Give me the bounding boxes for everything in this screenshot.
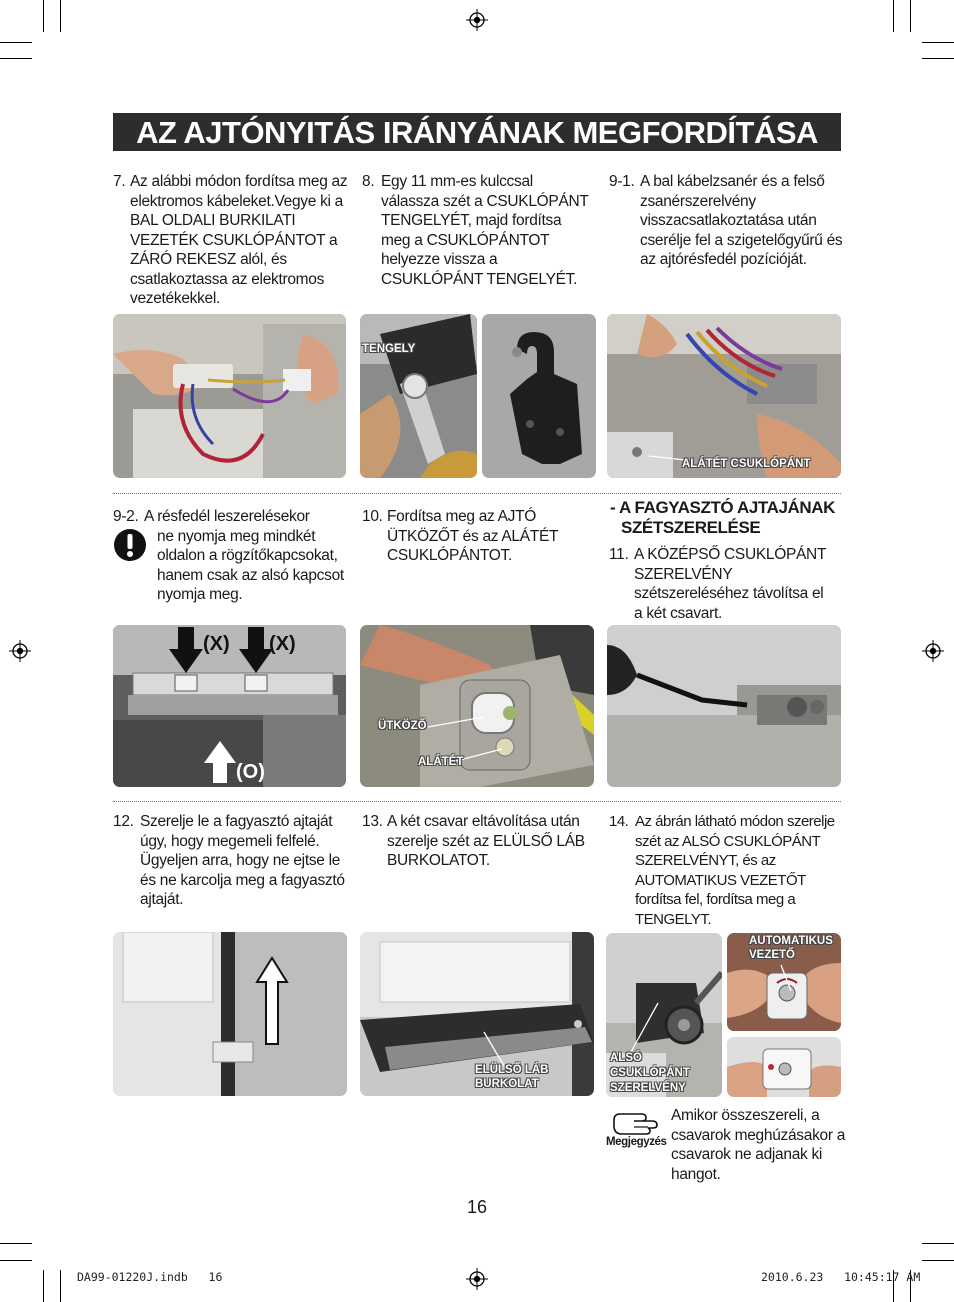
crop-mark xyxy=(910,0,911,32)
label-also-1: ALSÓ xyxy=(610,1052,642,1064)
step-number: 9-1. xyxy=(609,173,635,190)
freezer-heading xyxy=(610,498,846,538)
label-utkozo: ÜTKÖZŐ xyxy=(378,720,427,732)
photo-lower-hinge xyxy=(606,933,722,1097)
label-tengely: TENGELY xyxy=(362,343,416,355)
photo-middle-hinge xyxy=(607,625,841,787)
step-text: Szerelje le a fagyasztó ajtaját úgy, hogy megemeli felfelé. Ügyeljen arra, hogy ne ejtse le és ne karcolja meg a fagyasztó ajtaját. xyxy=(140,813,345,908)
step-text: Fordítsa meg az AJTÓ ÜTKÖZŐT és az ALÁTÉT CSUKLÓPÁNTOT. xyxy=(387,508,558,564)
step-number: 10. xyxy=(362,508,383,525)
step-number: 8. xyxy=(362,173,375,190)
warning-icon xyxy=(113,528,147,562)
label-o: (O) xyxy=(236,761,265,783)
arrow-icon xyxy=(777,963,797,993)
note-label: Megjegyzés xyxy=(606,1136,667,1148)
freezer-heading-line1: - A FAGYASZTÓ AJTAJÁNAK xyxy=(610,498,836,517)
step-text: Az alábbi módon fordítsa meg az elektromos kábeleket.Vegye ki a BAL OLDALI BURKILATI VEZETÉK CSUKLÓPÁNTOT a ZÁRÓ REKESZ alól, és csatlakoztassa az elektromos vezetékekkel. xyxy=(130,173,348,307)
crop-mark xyxy=(922,1260,954,1261)
registration-mark-icon xyxy=(922,640,944,662)
freezer-heading-line2: SZÉTSZERELÉSE xyxy=(621,518,761,537)
step-number: 7. xyxy=(113,173,126,190)
label-elulso-lab-2: BURKOLAT xyxy=(475,1078,539,1090)
pointing-hand-icon xyxy=(612,1106,660,1136)
label-x-left: (X) xyxy=(203,633,230,655)
crop-mark xyxy=(60,1270,61,1302)
label-also-2: CSUKLÓPÁNT xyxy=(610,1067,690,1079)
crop-mark xyxy=(0,1243,32,1244)
step-number: 9-2. xyxy=(113,508,139,525)
crop-mark xyxy=(43,0,44,32)
photo-cable-hinge xyxy=(607,314,841,478)
step-text-continued: ne nyomja meg mindkét oldalon a rögzítőkapcsokat, hanem csak az alsó kapcsot nyomja meg. xyxy=(157,527,344,603)
photo-door-stopper xyxy=(360,625,594,787)
page-number: 16 xyxy=(466,1197,488,1217)
photo-cable-connector xyxy=(113,314,346,478)
crop-mark xyxy=(922,42,954,43)
step-text: Az ábrán látható módon szerelje szét az ALSÓ CSUKLÓPÁNT SZERELVÉNYT, és az AUTOMATIKUS VEZETŐT fordítsa fel, fordítsa meg a TENGELYT. xyxy=(635,813,835,928)
label-automatikus-1: AUTOMATIKUS xyxy=(749,935,833,947)
crop-mark xyxy=(60,0,61,32)
label-alatet-csuklopant: ALÁTÉT CSUKLÓPÁNT xyxy=(682,458,811,470)
step-text: Egy 11 mm-es kulccsal válassza szét a CSUKLÓPÁNT TENGELYÉT, majd fordítsa meg a CSUKLÓPÁNTOT helyezze vissza a CSUKLÓPÁNT TENGELYÉT. xyxy=(381,173,589,288)
footer-file: DA99-01220J.indb 16 xyxy=(77,1270,223,1284)
note-text: Amikor összeszereli, a csavarok meghúzásakor a csavarok ne adjanak ki hangot. xyxy=(671,1107,846,1183)
divider xyxy=(113,493,841,494)
step-number: 14. xyxy=(609,813,629,830)
crop-mark xyxy=(893,0,894,32)
crop-mark xyxy=(922,58,954,59)
step-text: A KÖZÉPSŐ CSUKLÓPÁNT SZERELVÉNY szétszereléséhez távolítsa el a két csavart. xyxy=(634,546,826,622)
crop-mark xyxy=(922,1243,954,1244)
photo-automatic-guide xyxy=(727,933,841,1031)
label-alatet: ALÁTÉT xyxy=(418,756,464,768)
step-number: 13. xyxy=(362,813,383,830)
arrow-icon xyxy=(426,713,486,733)
registration-mark-icon xyxy=(466,9,488,31)
page-title-bar xyxy=(113,113,841,151)
step-text: A résfedél leszerelésekor xyxy=(144,508,310,525)
label-elulso-lab-1: ELÜLSŐ LÁB xyxy=(475,1064,549,1076)
label-x-right: (X) xyxy=(269,633,296,655)
registration-mark-icon xyxy=(9,640,31,662)
arrow-icon xyxy=(478,1028,508,1068)
photo-guide-detail xyxy=(727,1037,841,1097)
label-also-3: SZERELVÉNY xyxy=(610,1082,686,1094)
label-automatikus-2: VEZETŐ xyxy=(749,949,796,961)
crop-mark xyxy=(0,1260,32,1261)
step-text: A bal kábelzsanér és a felső zsanérszerelvény visszacsatlakoztatása után cserélje fel a szigetelőgyűrű és az ajtórésfedél pozícióját. xyxy=(640,173,843,268)
photo-front-leg-cover xyxy=(360,932,594,1096)
arrow-icon xyxy=(647,450,687,464)
step-text: A két csavar eltávolítása után szerelje szét az ELÜLSŐ LÁB BURKOLATOT. xyxy=(387,813,585,869)
step-number: 12. xyxy=(113,813,134,830)
page-title: AZ AJTÓNYITÁS IRÁNYÁNAK MEGFORDÍTÁSA xyxy=(136,115,818,150)
crop-mark xyxy=(0,58,32,59)
step-number: 11. xyxy=(609,546,629,563)
crop-mark xyxy=(0,42,32,43)
footer-date: 2010.6.23 10:45:17 AM xyxy=(761,1270,921,1284)
photo-gap-cover xyxy=(113,625,346,787)
photo-freezer-door-lift xyxy=(113,932,347,1096)
crop-mark xyxy=(43,1270,44,1302)
photo-hinge-part xyxy=(482,314,596,478)
divider xyxy=(113,801,841,802)
photo-hinge-wrench xyxy=(360,314,477,478)
registration-mark-icon xyxy=(466,1268,488,1290)
